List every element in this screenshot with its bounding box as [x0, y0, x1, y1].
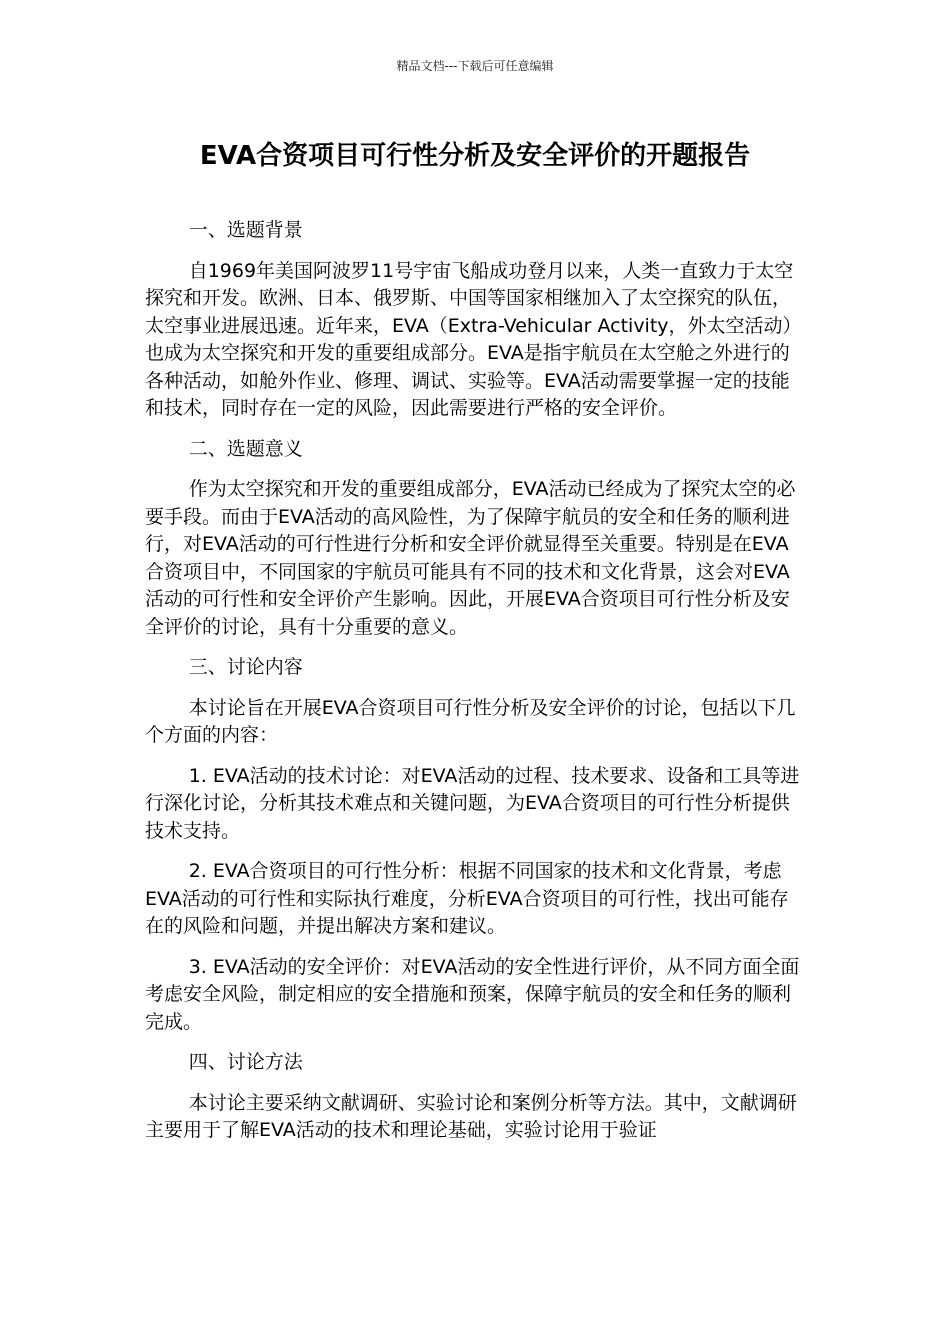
section-heading-content: 三、讨论内容 [188, 656, 303, 678]
document-body [145, 217, 807, 1158]
header-note: 精品文档---下载后可任意编辑 [396, 59, 554, 73]
paragraph-content-item-2: 2. EVA合资项目的可行性分析：根据不同国家的技术和文化背景，考虑EVA活动的可行性和实际执行难度，分析EVA合资项目的可行性，找出可能存在的风险和问题，并提出解决方案和建议。 [145, 860, 789, 937]
section-heading-background: 一、选题背景 [188, 219, 303, 241]
paragraph-content-item-3: 3. EVA活动的安全评价：对EVA活动的安全性进行评价，从不同方面全面考虑安全风险，制定相应的安全措施和预案，保障宇航员的安全和任务的顺利完成。 [145, 955, 800, 1033]
section-heading-methods: 四、讨论方法 [188, 1051, 303, 1073]
paragraph-content-intro: 本讨论旨在开展EVA合资项目可行性分析及安全评价的讨论，包括以下几个方面的内容： [145, 696, 796, 746]
section-heading-significance: 二、选题意义 [188, 437, 303, 460]
paragraph-content-item-1: 1. EVA活动的技术讨论：对EVA活动的过程、技术要求、设备和工具等进行深化讨论，分析其技术难点和关键问题，为EVA合资项目的可行性分析提供技术支持。 [145, 764, 800, 842]
document-title: EVA合资项目可行性分析及安全评价的开题报告 [199, 141, 751, 171]
paragraph-significance: 作为太空探究和开发的重要组成部分，EVA活动已经成为了探究太空的必要手段。而由于EVA活动的高风险性，为了保障宇航员的安全和任务的顺利进行，对EVA活动的可行性进行分析和安全评价就显得至关重要。特别是在EVA合资项目中，不同国家的宇航员可能具有不同的技术和文化背景，这会对EVA活动的可行性和安全评价产生影响。因此，开展EVA合资项目可行性分析及安全评价的讨论，具有十分重要的意义。 [145, 478, 796, 638]
paragraph-background: 自1969年美国阿波罗11号宇宙飞船成功登月以来，人类一直致力于太空探究和开发。欧洲、日本、俄罗斯、中国等国家相继加入了太空探究的队伍，太空事业进展迅速。近年来，EVA（Extra-Vehicular Activity，外太空活动）也成为太空探究和开发的重要组成部分。EVA是指宇航员在太空舱之外进行的各种活动，如舱外作业、修理、调试、实验等。EVA活动需要掌握一定的技能和技术，同时存在一定的风险，因此需要进行严格的安全评价。 [145, 259, 802, 419]
paragraph-methods: 本讨论主要采纳文献调研、实验讨论和案例分析等方法。其中，文献调研主要用于了解EVA活动的技术和理论基础，实验讨论用于验证 [145, 1091, 797, 1141]
